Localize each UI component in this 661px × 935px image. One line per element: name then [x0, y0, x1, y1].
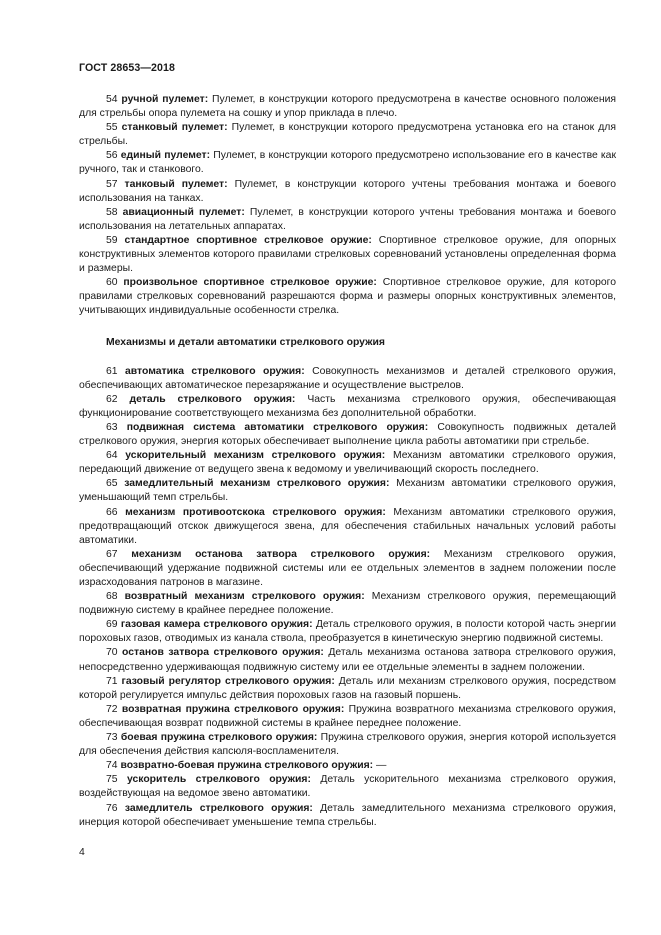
term-definition: Пулемет, в конструкции которого предусмотрена установка его на станок для стрельбы.	[79, 122, 616, 148]
term-entry	[79, 393, 616, 421]
term-name: ускоритель стрелкового оружия:	[126, 774, 311, 786]
term-name: станковый пулемет:	[121, 122, 228, 134]
term-number: 68	[106, 591, 118, 603]
term-entry	[79, 93, 616, 121]
term-entry	[79, 121, 616, 149]
term-name: замедлитель стрелкового оружия:	[124, 802, 313, 814]
term-number: 58	[106, 206, 118, 218]
terms-list-before	[79, 93, 616, 319]
term-number: 71	[106, 675, 118, 687]
term-entry	[79, 477, 616, 505]
term-name: возвратный механизм стрелкового оружия:	[124, 591, 365, 603]
document-body	[79, 93, 616, 830]
term-name: танковый пулемет:	[124, 178, 228, 190]
term-entry	[79, 548, 616, 590]
term-number: 74	[106, 760, 118, 772]
term-definition: Деталь замедлительного механизма стрелкового оружия, инерция которой обеспечивает уменьшение темпа стрельбы.	[79, 802, 617, 828]
term-entry	[79, 149, 616, 177]
term-definition: Совокупность подвижных деталей стрелкового оружия, энергия которых обеспечивает выполнение цикла работы автоматики при стрельбе.	[79, 421, 617, 448]
term-number: 63	[106, 421, 118, 433]
term-number: 54	[106, 94, 118, 105]
section-title: Механизмы и детали автоматики стрелкового оружия	[106, 336, 385, 348]
term-definition: Деталь ускорительного механизма стрелкового оружия, воздействующая на ведомое звено автоматики.	[79, 774, 617, 800]
term-name: возвратно-боевая пружина стрелкового оружия:	[120, 760, 374, 772]
term-definition: Пулемет, в конструкции которого предусмотрена в качестве основного положения для стрельбы опора пулемета на сошку и упор приклада в плечо.	[79, 94, 617, 120]
term-definition: Часть механизма стрелкового оружия, обеспечивающая функционирование соответствующего механизма без дополнительной обработки.	[79, 393, 616, 419]
term-number: 57	[106, 178, 118, 190]
term-name: механизм останова затвора стрелкового оружия:	[131, 548, 431, 560]
document-header: ГОСТ 28653—2018	[79, 62, 176, 74]
term-name: ручной пулемет:	[121, 94, 209, 105]
term-number: 76	[106, 802, 118, 814]
term-entry	[79, 646, 616, 674]
term-number: 62	[106, 393, 118, 405]
page-number: 4	[79, 847, 85, 858]
term-number: 60	[106, 277, 118, 289]
term-entry	[79, 206, 616, 234]
term-number: 59	[106, 234, 118, 246]
term-definition: Пулемет, в конструкции которого предусмотрено использование его в качестве как ручного, так и станкового.	[79, 150, 617, 176]
term-number: 64	[106, 450, 118, 462]
term-entry	[79, 506, 616, 548]
term-number: 61	[106, 365, 118, 377]
term-name: газовый регулятор стрелкового оружия:	[121, 675, 335, 687]
term-number: 67	[106, 548, 118, 560]
term-name: деталь стрелкового оружия:	[129, 393, 296, 405]
term-definition: Механизм автоматики стрелкового оружия, предотвращающий отскок движущегося звена, для обеспечения стабильных начальных условий работы автоматики.	[79, 506, 616, 546]
term-definition: Деталь или механизм стрелкового оружия, посредством которой регулируется импульс действия пороховых газов на газовый поршень.	[79, 675, 616, 701]
term-definition: Пружина стрелкового оружия, энергия которой используется для обеспечения действия капсюля-воспламенителя.	[79, 732, 617, 758]
term-number: 56	[106, 150, 118, 162]
term-definition: Спортивное стрелковое оружие, для опорных конструктивных элементов которого правилами стрелковых соревнований установлены определенная форма и размеры.	[79, 234, 617, 275]
term-entry	[79, 449, 616, 477]
term-entry	[79, 590, 616, 618]
term-name: возвратная пружина стрелкового оружия:	[121, 703, 345, 715]
term-entry	[79, 421, 616, 449]
term-name: стандартное спортивное стрелковое оружие:	[124, 234, 372, 246]
term-definition: Пулемет, в конструкции которого учтены требования монтажа и боевого использования на танках.	[79, 178, 616, 204]
term-number: 73	[106, 732, 118, 744]
term-name: единый пулемет:	[120, 150, 211, 162]
term-entry	[79, 365, 616, 393]
term-number: 69	[106, 619, 118, 631]
term-definition: Механизм стрелкового оружия, перемещающий подвижную систему в крайнее переднее положение.	[79, 591, 617, 617]
term-name: автоматика стрелкового оружия:	[125, 365, 305, 377]
term-name: останов затвора стрелкового оружия:	[122, 647, 324, 659]
term-definition: Механизм автоматики стрелкового оружия, уменьшающий темп стрельбы.	[79, 478, 617, 504]
term-number: 72	[106, 703, 118, 715]
term-entry	[79, 703, 616, 731]
term-name: произвольное спортивное стрелковое оружие:	[123, 277, 377, 289]
term-entry	[79, 675, 616, 703]
term-entry	[79, 234, 616, 276]
term-number: 55	[106, 122, 118, 134]
term-number: 65	[106, 478, 118, 490]
term-name: газовая камера стрелкового оружия:	[120, 619, 313, 631]
term-definition: Механизм стрелкового оружия, обеспечивающий удержание подвижной системы или ее отдельных элементов в заднем положении после израсходования патронов в магазине.	[79, 548, 617, 588]
term-definition: Спортивное стрелковое оружие, для которого правилами стрелковых соревнований разрешаются форма и размеры опорных конструктивных элементов, учитывающих индивидуальные особенности стрелка.	[79, 277, 617, 317]
term-definition: Пружина возвратного механизма стрелкового оружия, обеспечивающая возврат подвижной системы в крайнее переднее положение.	[79, 703, 616, 729]
term-entry	[79, 802, 616, 830]
term-name: механизм противоотскока стрелкового оружия:	[125, 506, 386, 518]
term-definition: Совокупность механизмов и деталей стрелкового оружия, обеспечивающих автоматическое перезаряжание и осуществление выстрелов.	[79, 365, 617, 391]
term-number: 66	[106, 506, 118, 518]
term-number: 70	[106, 647, 118, 659]
terms-list-after	[79, 365, 616, 830]
term-name: замедлительный механизм стрелкового оружия:	[124, 478, 390, 490]
term-name: подвижная система автоматики стрелкового оружия:	[126, 421, 429, 433]
term-entry	[79, 178, 616, 206]
term-definition: Пулемет, в конструкции которого учтены требования монтажа и боевого использования на летательных аппаратах.	[79, 206, 617, 232]
term-entry	[79, 731, 616, 759]
term-entry	[79, 759, 616, 773]
term-entry	[79, 773, 616, 801]
term-entry	[79, 276, 616, 318]
term-definition: —	[376, 760, 387, 772]
term-name: боевая пружина стрелкового оружия:	[120, 732, 318, 744]
term-name: ускорительный механизм стрелкового оружия:	[125, 450, 386, 462]
term-entry	[79, 618, 616, 646]
term-number: 75	[106, 774, 118, 786]
term-definition: Механизм автоматики стрелкового оружия, передающий движение от ведущего звена к ведомому и увеличивающий скорость последнего.	[79, 450, 616, 476]
term-definition: Деталь механизма останова затвора стрелкового оружия, непосредственно удерживающая подвижную систему или ее отдельные элементы в заднем положении.	[79, 647, 617, 673]
term-definition: Деталь стрелкового оружия, в полости которой часть энергии пороховых газов, отводимых из канала ствола, преобразуется в кинетическую энергию подвижной системы.	[79, 619, 617, 645]
term-name: авиационный пулемет:	[122, 206, 245, 218]
